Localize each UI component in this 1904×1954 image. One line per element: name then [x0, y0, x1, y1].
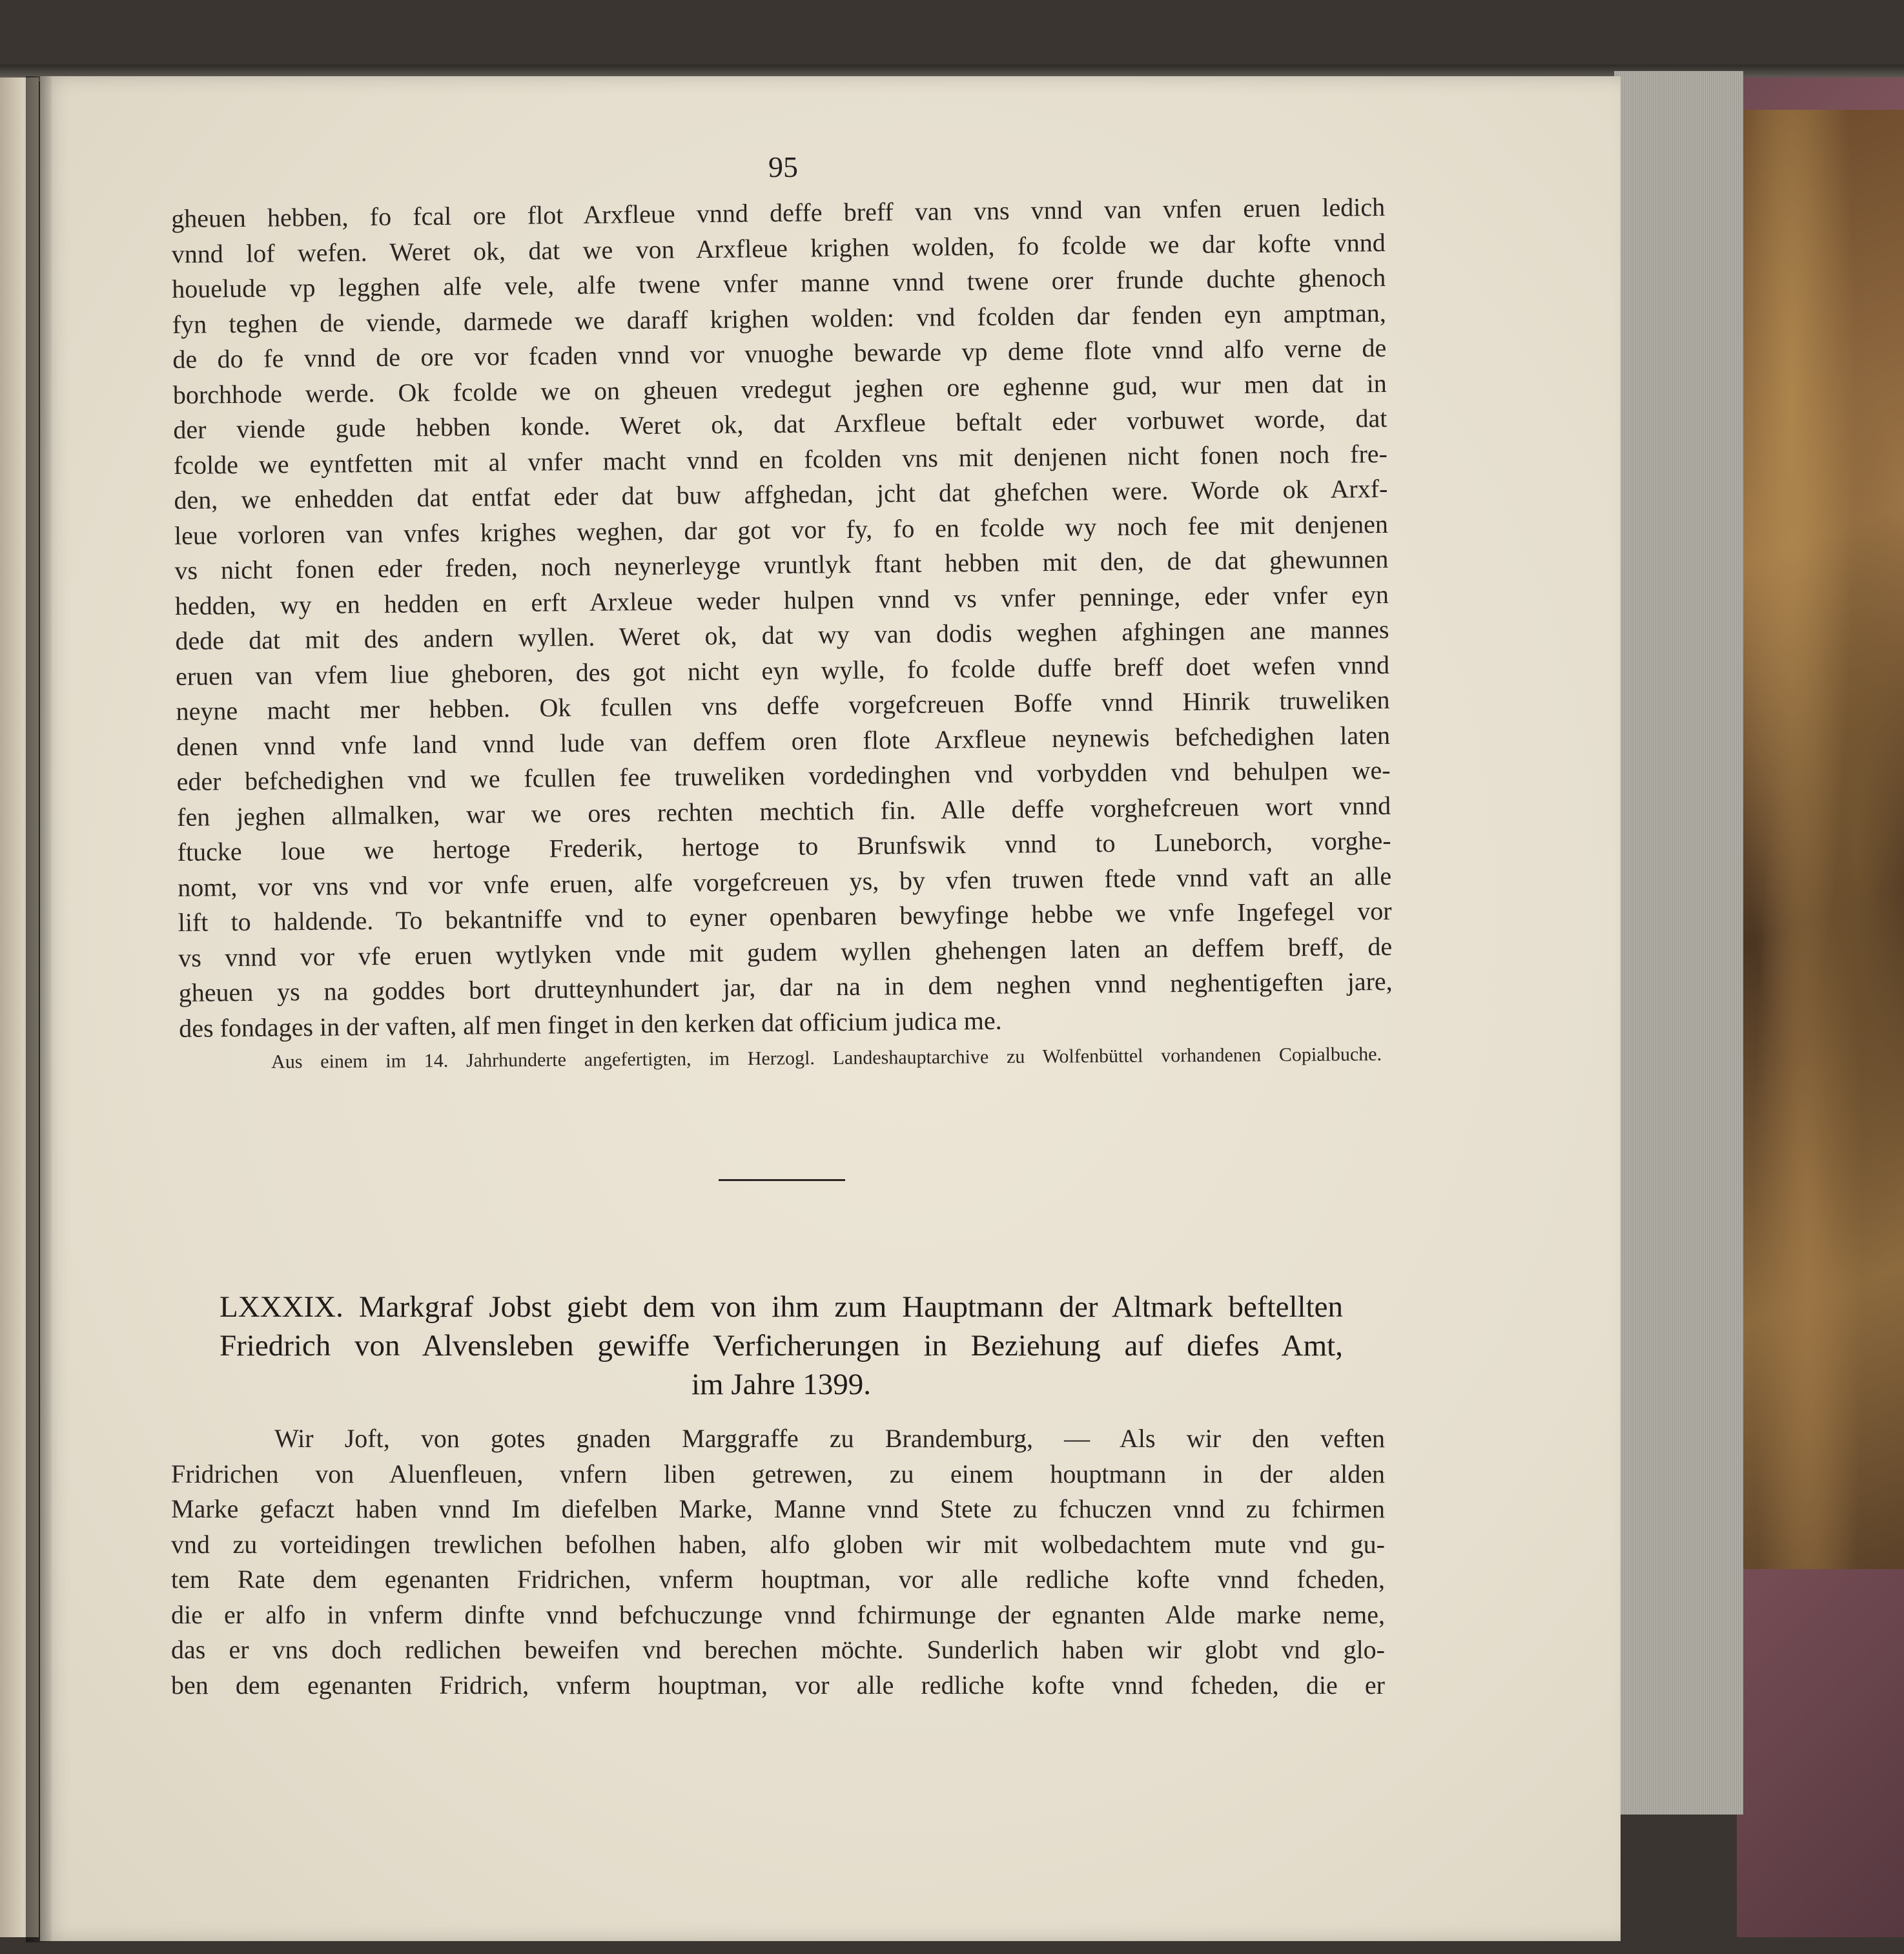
section-separator [719, 1179, 845, 1181]
text-line: Marke gefaczt haben vnnd Im diefelben Marke, Manne vnnd Stete zu fchuczen vnnd zu fchirmen [171, 1494, 1385, 1523]
page-number: 95 [768, 150, 798, 183]
text-line: borchhode werde. Ok fcolde we on gheuen vredegut jeghen ore eghenne gud, wur men dat in [172, 368, 1387, 409]
text-line: fcolde we eyntfetten mit al vnfer macht vnnd en fcolden vns mit denjenen nicht fonen noch fre- [173, 438, 1388, 480]
text-line: hedden, wy en hedden en erft Arxleue weder hulpen vnnd vs vnfer penninge, eder vnfer eyn [174, 579, 1389, 621]
marbled-endpaper [1743, 110, 1904, 1569]
heading-line: LXXXIX. Markgraf Jobst giebt dem von ihm zum Hauptmann der Altmark beftellten [220, 1290, 1343, 1324]
text-line: ben dem egenanten Fridrich, vnferm houptman, vor alle redliche kofte vnnd fcheden, die er [171, 1670, 1385, 1700]
document-heading [220, 1288, 1343, 1404]
source-note: Aus einem im 14. Jahrhunderte angefertigten, im Herzogl. Landeshauptarchive zu Wolfenbüttel vorhandenen Copialbuche. [271, 1043, 1382, 1073]
text-line: leue vorloren van vnfes krighes weghen, dar got vor fy, fo en fcolde wy noch fee mit denjenen [174, 509, 1389, 550]
body-text-bottom [171, 1421, 1385, 1703]
text-line: tem Rate dem egenanten Fridrichen, vnferm houptman, vor alle redliche kofte vnnd fcheden, [171, 1565, 1385, 1594]
page-block-edge [1614, 71, 1743, 1815]
text-line: denen vnnd vnfe land vnnd lude van deffem oren flote Arxfleue neynewis befchedighen laten [176, 720, 1391, 761]
text-line: ftucke loue we hertoge Frederik, hertoge to Brunfswik vnnd to Luneborch, vorghe- [177, 825, 1391, 867]
text-line: Fridrichen von Aluenfleuen, vnfern liben getrewen, zu einem houptmann in der alden [171, 1459, 1385, 1488]
text-line: vs nicht fonen eder freden, noch neynerleyge vruntlyk ftant hebben mit den, de dat ghewunnen [174, 544, 1389, 585]
text-line: der viende gude hebben konde. Weret ok, dat Arxfleue beftalt eder vorbuwet worde, dat [173, 403, 1387, 444]
text-line: fen jeghen allmalken, war we ores rechten mechtich fin. Alle deffe vorghefcreuen wort vnnd [176, 790, 1391, 832]
text-line: eruen van vfem liue gheboren, des got nicht eyn wylle, fo fcolde duffe breff doet wefen vnnd [175, 650, 1390, 691]
text-line: die er alfo in vnferm dinfte vnnd befchuczunge vnnd fchirmunge der egnanten Alde marke neme, [171, 1599, 1385, 1629]
text-line: neyne macht mer hebben. Ok fcullen vns deffe vorgefcreuen Boffe vnnd Hinrik truweliken [176, 684, 1390, 726]
text-line: eder befchedighen vnd we fcullen fee truweliken vordedinghen vnd vorbydden vnd behulpen we- [176, 755, 1391, 796]
text-line: vnnd lof wefen. Weret ok, dat we von Arxfleue krighen wolden, fo fcolde we dar kofte vnnd [171, 227, 1386, 269]
text-line: gheuen hebben, fo fcal ore flot Arxfleue vnnd deffe breff van vns vnnd van vnfen eruen ledich [171, 192, 1386, 233]
text-line: das er vns doch redlichen beweifen vnd berechen möchte. Sunderlich haben wir globt vnd glo- [171, 1635, 1385, 1664]
body-text-top [171, 190, 1393, 1046]
text-line: houelude vp legghen alfe vele, alfe twene vnfer manne vnnd twene orer frunde duchte ghenoch [172, 262, 1386, 303]
text-line: Wir Joft, von gotes gnaden Marggraffe zu Brandemburg, — Als wir den veften [274, 1424, 1385, 1453]
text-line: dede dat mit des andern wyllen. Weret ok, dat wy van dodis weghen afghingen ane mannes [175, 614, 1389, 655]
text-line: de do fe vnnd de ore vor fcaden vnnd vor vnuoghe bewarde vp deme flote vnnd alfo verne de [172, 333, 1387, 374]
text-line: gheuen ys na goddes bort drutteynhundert jar, dar na in dem neghen vnnd neghentigeften jare, [178, 966, 1393, 1007]
text-line: vs vnnd vor vfe eruen wytlyken vnde mit gudem wyllen ghehengen laten an deffem breff, de [178, 931, 1393, 972]
text-line: nomt, vor vns vnd vor vnfe eruen, alfe vorgefcreuen ys, by vfen truwen ftede vnnd vaft an alle [177, 861, 1392, 902]
book-gutter [26, 76, 52, 1942]
text-line: vnd zu vorteidingen trewlichen befolhen haben, alfo globen wir mit wolbedachtem mute vnd gu- [171, 1529, 1385, 1559]
text-line: lift to haldende. To bekantniffe vnd to eyner openbaren bewyfinge hebbe we vnfe Ingefegel vor [178, 896, 1392, 937]
text-line: fyn teghen de viende, darmede we daraff krighen wolden: vnd fcolden dar fenden eyn amptman, [172, 298, 1386, 339]
text-line: des fondages in der vaften, alf men finget in den kerken dat officium judica me. [179, 1005, 1002, 1043]
text-line: den, we enhedden dat entfat eder dat buw affghedan, jcht dat ghefchen were. Worde ok Arxf- [174, 473, 1388, 515]
heading-line: im Jahre 1399. [691, 1368, 872, 1401]
heading-line: Friedrich von Alvensleben gewiffe Verficherungen in Beziehung auf diefes Amt, [220, 1329, 1343, 1363]
